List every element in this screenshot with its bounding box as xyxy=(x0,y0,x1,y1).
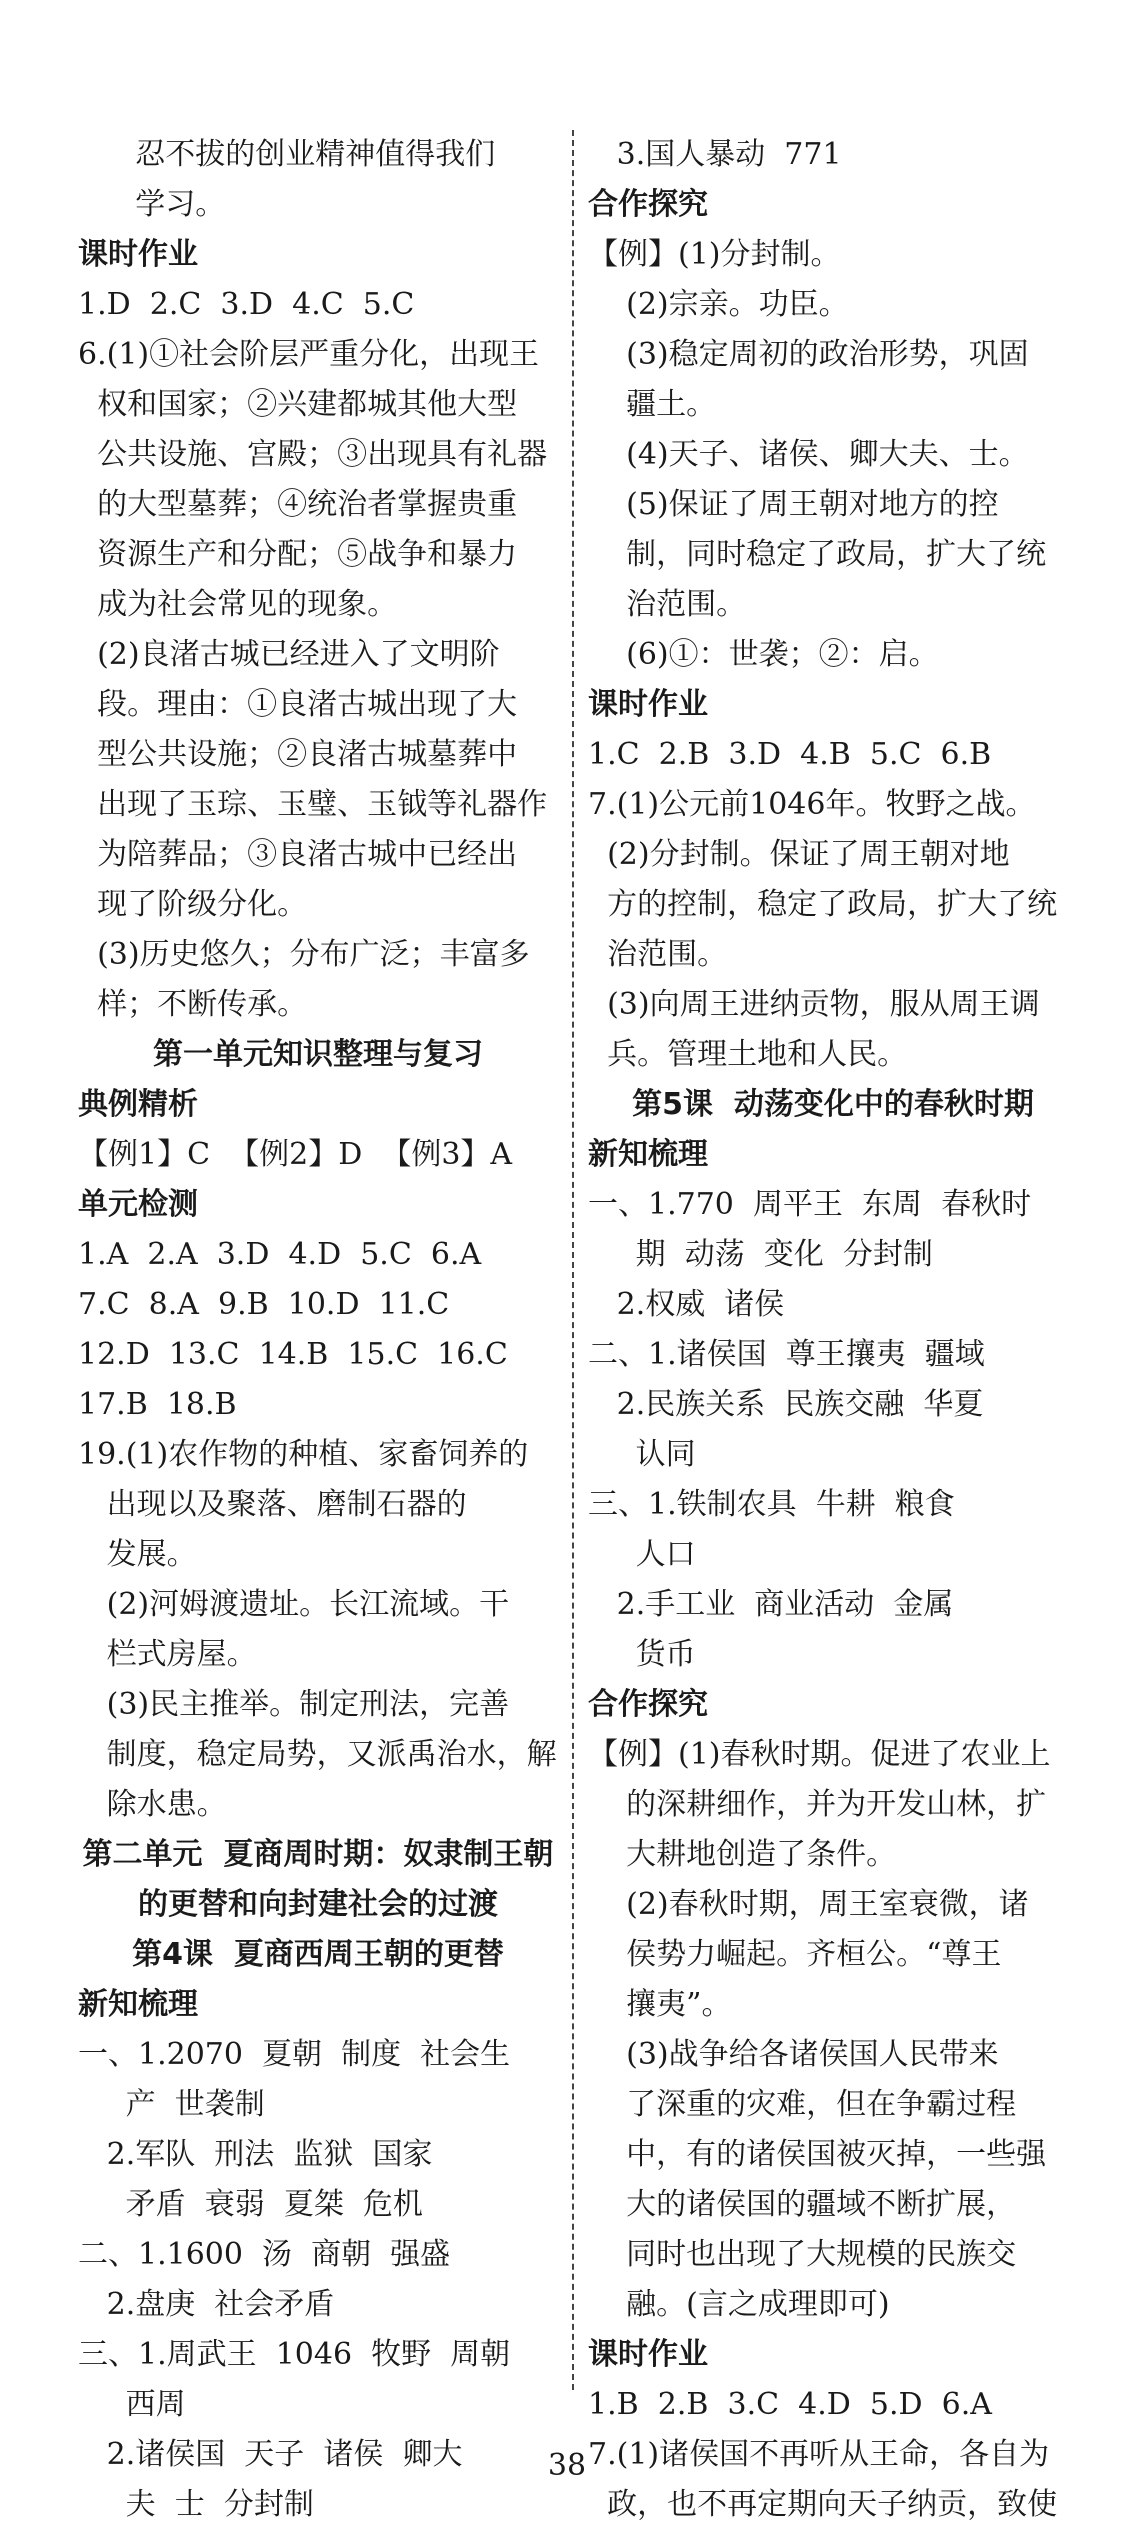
text-line: 【例1】C 【例2】D 【例3】A xyxy=(78,1137,513,1172)
text-line: 课时作业 xyxy=(588,2337,708,2372)
text-line: 认同 xyxy=(588,1437,696,1472)
text-line: 2.盘庚 社会矛盾 xyxy=(78,2287,335,2322)
page-number: 38 xyxy=(547,2448,587,2483)
text-line: (6)①：世袭；②：启。 xyxy=(588,637,939,672)
text-line: 人口 xyxy=(588,1537,696,1572)
text-line: 资源生产和分配；⑤战争和暴力 xyxy=(78,537,518,572)
text-line: 攘夷”。 xyxy=(588,1987,732,2022)
text-line: 的更替和向封建社会的过渡 xyxy=(138,1887,498,1922)
text-line: 第二单元 夏商周时期：奴隶制王朝 xyxy=(82,1837,554,1872)
text-line: 典例精析 xyxy=(78,1087,198,1122)
text-line: 第一单元知识整理与复习 xyxy=(153,1037,483,1072)
text-line: 2.手工业 商业活动 金属 xyxy=(588,1587,954,1622)
text-line: 治范围。 xyxy=(588,937,728,972)
text-line: 合作探究 xyxy=(588,1687,708,1722)
text-line: 中，有的诸侯国被灭掉，一些强 xyxy=(588,2137,1047,2172)
text-line: 出现了玉琮、玉璧、玉钺等礼器作 xyxy=(78,787,548,822)
text-line: 段。理由：①良渚古城出现了大 xyxy=(78,687,518,722)
text-line: 权和国家；②兴建都城其他大型 xyxy=(78,387,518,422)
column-divider xyxy=(572,130,574,2390)
text-line: (2)宗亲。功臣。 xyxy=(588,287,849,322)
text-line: 新知梳理 xyxy=(588,1137,708,1172)
text-line: 融。(言之成理即可) xyxy=(588,2287,890,2322)
text-line: 2.诸侯国 天子 诸侯 卿大 xyxy=(78,2437,463,2472)
text-line: 制，同时稳定了政局，扩大了统 xyxy=(588,537,1047,572)
text-line: 【例】(1)春秋时期。促进了农业上 xyxy=(588,1737,1051,1772)
text-line: 的大型墓葬；④统治者掌握贵重 xyxy=(78,487,518,522)
text-line: 课时作业 xyxy=(78,237,198,272)
text-line: 1.A 2.A 3.D 4.D 5.C 6.A xyxy=(78,1237,482,1272)
text-line: 学习。 xyxy=(78,187,226,222)
text-line: (3)稳定周初的政治形势，巩固 xyxy=(588,337,1029,372)
text-line: 发展。 xyxy=(78,1537,197,1572)
text-line: 课时作业 xyxy=(588,687,708,722)
text-line: 侯势力崛起。齐桓公。“尊王 xyxy=(588,1937,1002,1972)
text-line: 1.D 2.C 3.D 4.C 5.C xyxy=(78,287,415,322)
text-line: 公共设施、宫殿；③出现具有礼器 xyxy=(78,437,548,472)
text-line: 样；不断传承。 xyxy=(78,987,308,1022)
text-line: 制度，稳定局势，又派禹治水，解 xyxy=(78,1737,557,1772)
text-line: 产 世袭制 xyxy=(78,2087,265,2122)
text-line: 一、1.770 周平王 东周 春秋时 xyxy=(588,1187,1032,1222)
text-line: 7.C 8.A 9.B 10.D 11.C xyxy=(78,1287,450,1322)
text-line: (2)河姆渡遗址。长江流域。干 xyxy=(78,1587,510,1622)
text-line: 7.(1)公元前1046年。牧野之战。 xyxy=(588,787,1036,822)
text-line: 2.民族关系 民族交融 华夏 xyxy=(588,1387,984,1422)
text-line: (2)良渚古城已经进入了文明阶 xyxy=(78,637,500,672)
text-line: 7.(1)诸侯国不再听从王命，各自为 xyxy=(588,2437,1050,2472)
text-line: 出现以及聚落、磨制石器的 xyxy=(78,1487,467,1522)
text-line: 兵。管理土地和人民。 xyxy=(588,1037,908,1072)
text-line: 同时也出现了大规模的民族交 xyxy=(588,2237,1017,2272)
text-line: 政，也不再定期向天子纳贡，致使 xyxy=(588,2487,1058,2522)
text-line: 单元检测 xyxy=(78,1187,198,1222)
left-column xyxy=(78,130,558,2530)
text-line: (3)战争给各诸侯国人民带来 xyxy=(588,2037,999,2072)
text-line: 成为社会常见的现象。 xyxy=(78,587,398,622)
text-line: (3)民主推举。制定刑法，完善 xyxy=(78,1687,510,1722)
text-line: 除水患。 xyxy=(78,1787,227,1822)
text-line: 第5课 动荡变化中的春秋时期 xyxy=(632,1087,1034,1122)
text-line: 期 动荡 变化 分封制 xyxy=(588,1237,933,1272)
text-line: 栏式房屋。 xyxy=(78,1637,257,1672)
text-line: 二、1.诸侯国 尊王攘夷 疆域 xyxy=(588,1337,985,1372)
text-line: 矛盾 衰弱 夏桀 危机 xyxy=(78,2187,423,2222)
text-line: 疆土。 xyxy=(588,387,717,422)
text-line: 夫 士 分封制 xyxy=(78,2487,314,2522)
text-line: (4)天子、诸侯、卿大夫、士。 xyxy=(588,437,1029,472)
text-line: 一、1.2070 夏朝 制度 社会生 xyxy=(78,2037,511,2072)
text-line: 大的诸侯国的疆域不断扩展， xyxy=(588,2187,1017,2222)
text-line: 大耕地创造了条件。 xyxy=(588,1837,897,1872)
text-line: 治范围。 xyxy=(588,587,747,622)
text-line: (5)保证了周王朝对地方的控 xyxy=(588,487,999,522)
text-line: 12.D 13.C 14.B 15.C 16.C xyxy=(78,1337,508,1372)
text-line: 现了阶级分化。 xyxy=(78,887,308,922)
text-line: 了深重的灾难，但在争霸过程 xyxy=(588,2087,1017,2122)
text-line: 2.军队 刑法 监狱 国家 xyxy=(78,2137,433,2172)
text-line: 第4课 夏商西周王朝的更替 xyxy=(132,1937,504,1972)
text-line: 合作探究 xyxy=(588,187,708,222)
text-line: 方的控制，稳定了政局，扩大了统 xyxy=(588,887,1058,922)
text-line: 6.(1)①社会阶层严重分化，出现王 xyxy=(78,337,540,372)
text-line: 1.B 2.B 3.C 4.D 5.D 6.A xyxy=(588,2387,992,2422)
text-line: 为陪葬品；③良渚古城中已经出 xyxy=(78,837,518,872)
text-line: 17.B 18.B xyxy=(78,1387,237,1422)
text-line: (3)向周王进纳贡物，服从周王调 xyxy=(588,987,1040,1022)
text-line: 1.C 2.B 3.D 4.B 5.C 6.B xyxy=(588,737,992,772)
text-line: 三、1.周武王 1046 牧野 周朝 xyxy=(78,2337,511,2372)
text-line: 3.国人暴动 771 xyxy=(588,137,842,172)
text-line: (3)历史悠久；分布广泛；丰富多 xyxy=(78,937,530,972)
text-line: 新知梳理 xyxy=(78,1987,198,2022)
text-line: 西周 xyxy=(78,2387,186,2422)
text-line: 的深耕细作，并为开发山林，扩 xyxy=(588,1787,1047,1822)
text-line: 二、1.1600 汤 商朝 强盛 xyxy=(78,2237,451,2272)
text-line: 三、1.铁制农具 牛耕 粮食 xyxy=(588,1487,955,1522)
text-line: 型公共设施；②良渚古城墓葬中 xyxy=(78,737,518,772)
text-line: 货币 xyxy=(588,1637,696,1672)
text-line: 2.权威 诸侯 xyxy=(588,1287,785,1322)
text-line: 【例】(1)分封制。 xyxy=(588,237,841,272)
text-line: 忍不拔的创业精神值得我们 xyxy=(78,137,496,172)
text-line: (2)分封制。保证了周王朝对地 xyxy=(588,837,1010,872)
text-line: 19.(1)农作物的种植、家畜饲养的 xyxy=(78,1437,529,1472)
text-line: (2)春秋时期，周王室衰微，诸 xyxy=(588,1887,1029,1922)
right-column xyxy=(588,130,1078,2530)
